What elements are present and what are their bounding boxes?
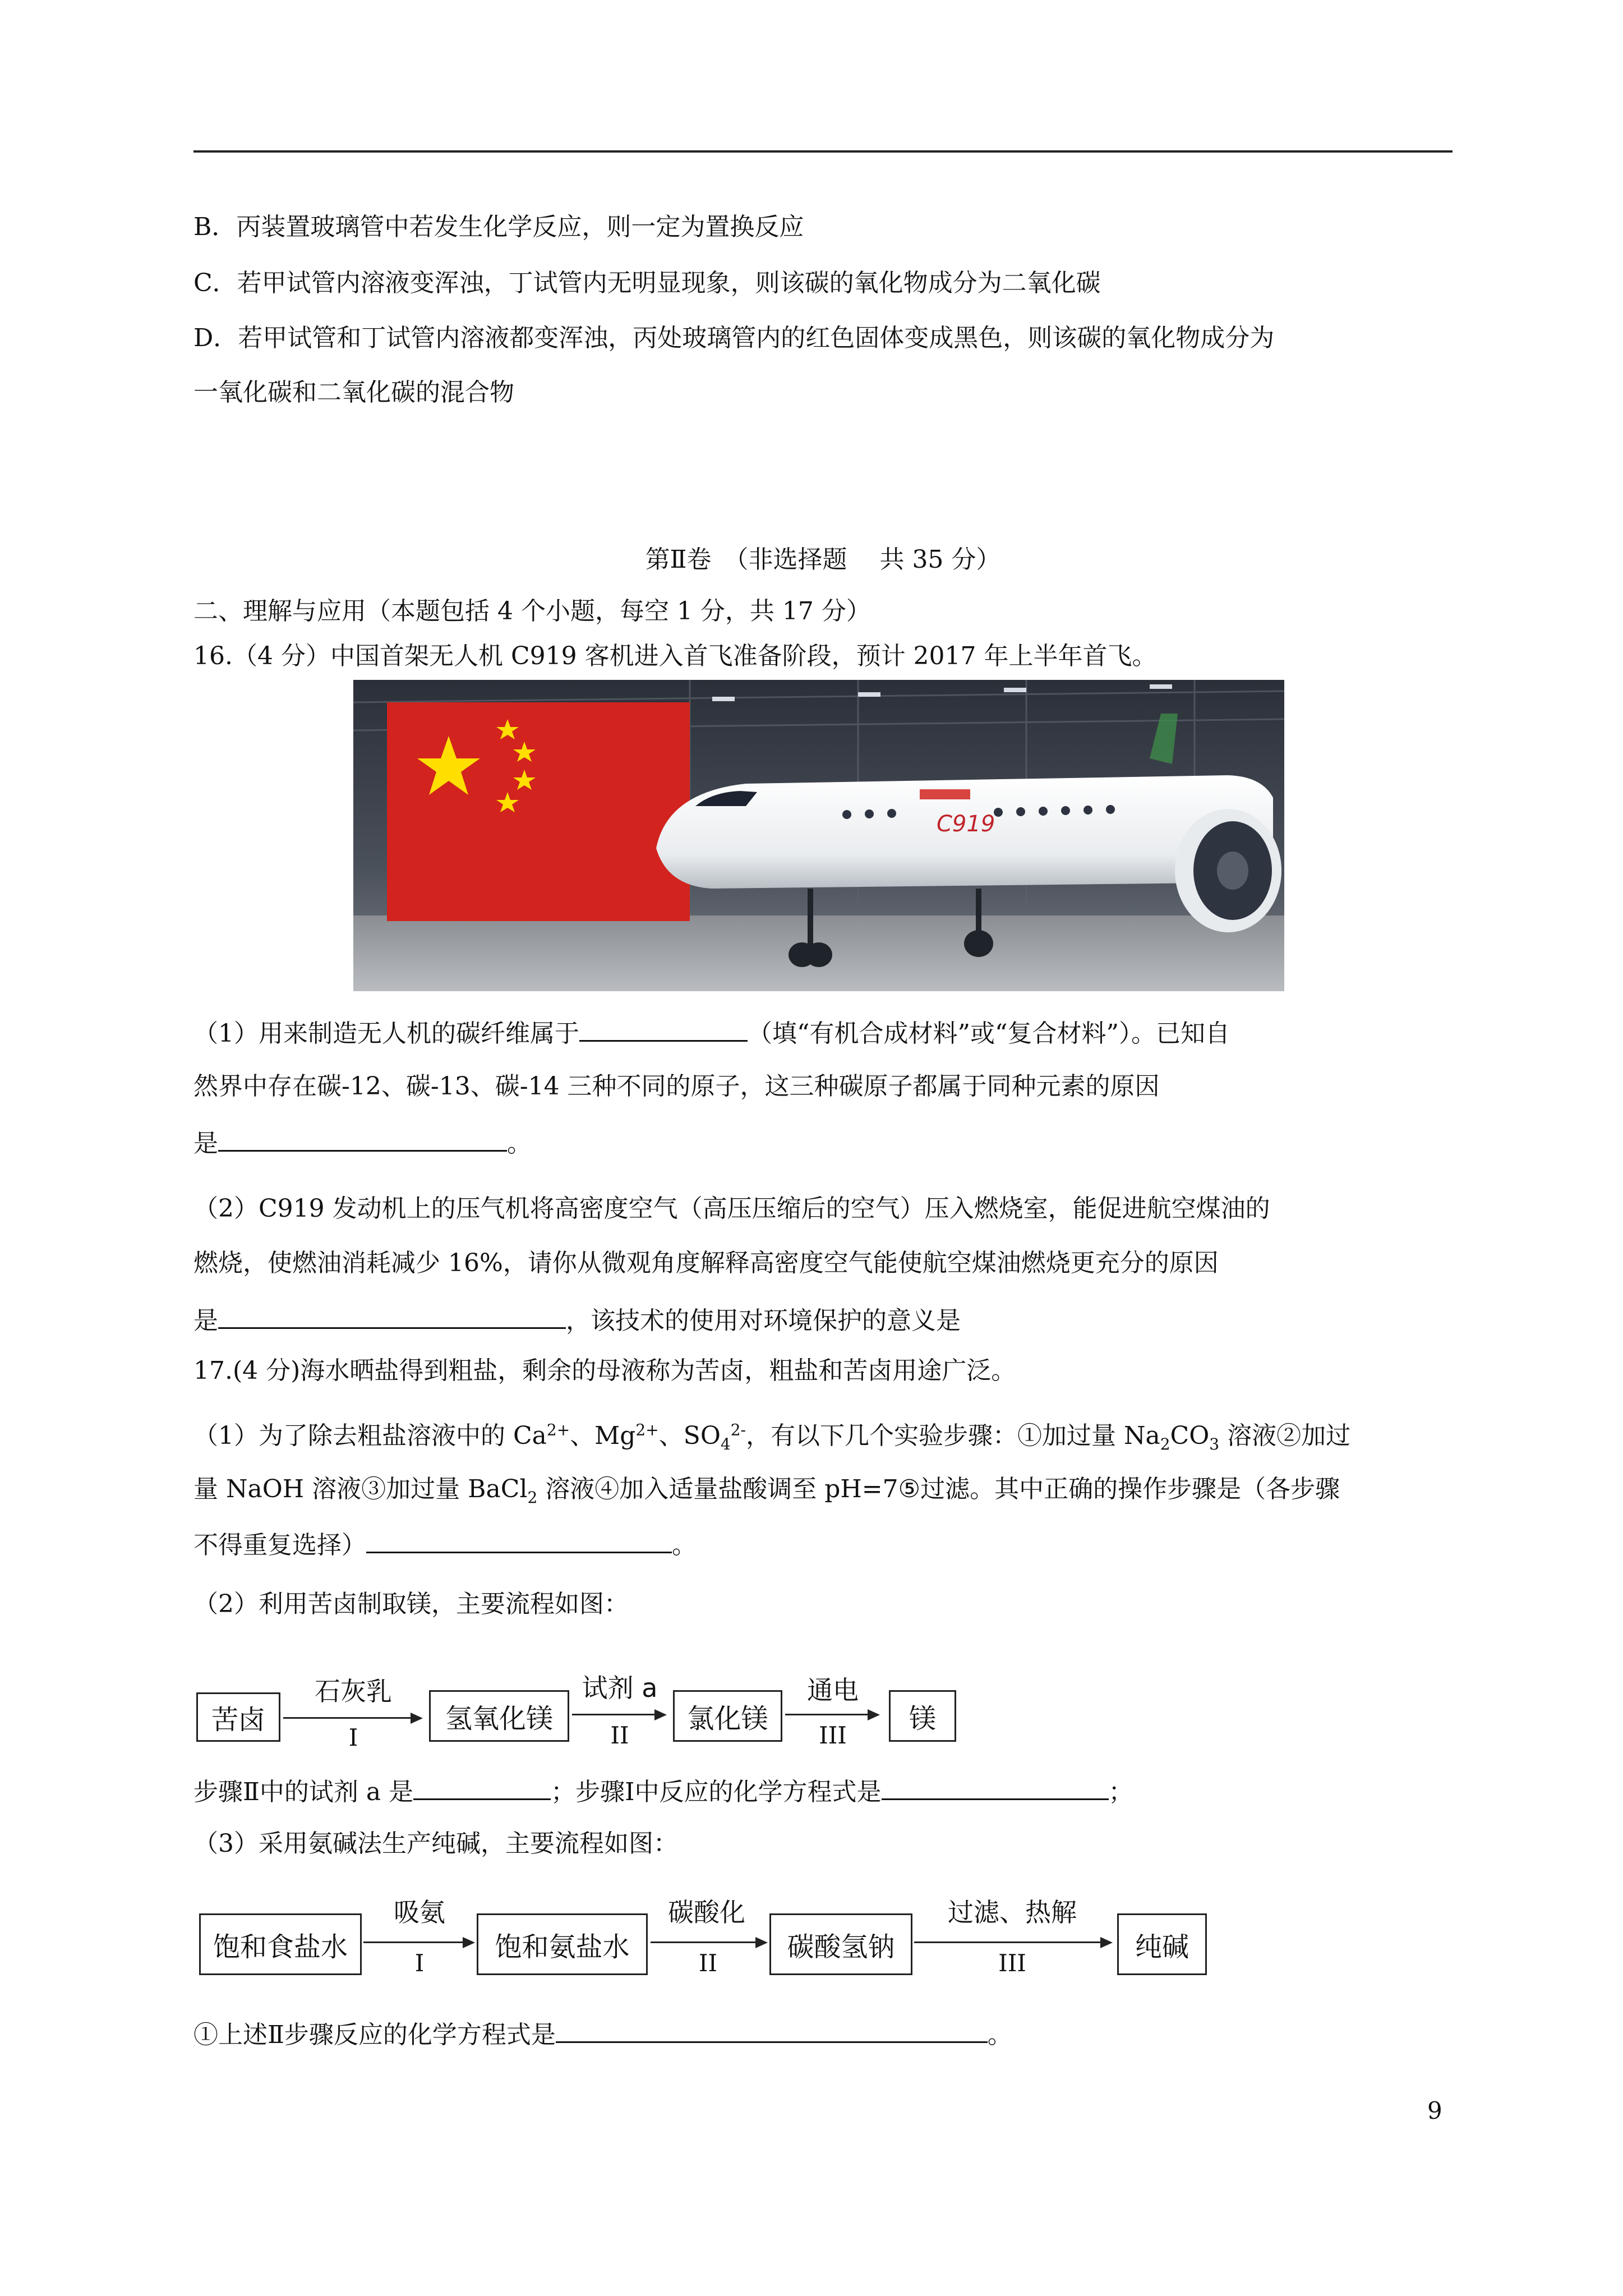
option-d-line2: 一氧化碳和二氧化碳的混合物 <box>193 378 514 407</box>
q17-blank-2[interactable] <box>413 1773 551 1800</box>
q17-p1-line2 <box>193 1473 1453 1506</box>
q17-p2-intro: （2）利用苦卤制取镁，主要流程如图： <box>193 1590 629 1618</box>
flow2-box-3: 碳酸氢钠 <box>769 1913 912 1975</box>
q17-p2-question <box>193 1773 1453 1809</box>
q17-p1-h: 溶液④加入适量盐酸调至 pH=7⑤过滤。其中正确的操作步骤是（各步骤 <box>537 1475 1340 1503</box>
q16-p1-text-d: 是 <box>193 1129 218 1158</box>
q17-p3-q-b: 。 <box>987 2021 1012 2049</box>
q17-p1-d: ，有以下几个实验步骤：①加过量 Na <box>746 1421 1160 1450</box>
q17-p3-q-a: ①上述Ⅱ步骤反应的化学方程式是 <box>193 2021 556 2049</box>
q17-blank-4[interactable] <box>556 2016 988 2043</box>
flow2-box-1: 饱和食盐水 <box>199 1913 362 1975</box>
plane-registration-text: C919 <box>937 811 995 837</box>
flow1-box-4: 镁 <box>889 1690 956 1742</box>
q17-p1-i: 不得重复选择） <box>193 1531 366 1559</box>
so4-subscript: 4 <box>720 1434 731 1453</box>
q17-p2-q-c: ； <box>1108 1778 1133 1806</box>
flow1-box-2: 氢氧化镁 <box>429 1690 569 1742</box>
q17-stem: 17.(4 分)海水晒盐得到粗盐，剩余的母液称为苦卤，粗盐和苦卤用途广泛。 <box>193 1356 1016 1385</box>
c919-photo <box>353 680 1284 991</box>
q17-p1-b: 、Mg <box>570 1421 636 1450</box>
flow1-arrow-2 <box>572 1714 665 1715</box>
mg-charge: 2+ <box>635 1420 659 1439</box>
flow1-step-3: III <box>819 1722 847 1749</box>
q17-p1-e: CO <box>1170 1421 1210 1450</box>
flow2-label-3: 过滤、热解 <box>948 1897 1077 1927</box>
q16-blank-3[interactable] <box>218 1301 566 1329</box>
q17-p1-line3 <box>193 1526 1453 1562</box>
flow1-box-3: 氯化镁 <box>673 1690 782 1742</box>
flow1-arrow-3 <box>785 1714 878 1715</box>
flow2-step-1: I <box>414 1949 425 1977</box>
flow1-step-2: II <box>610 1722 629 1749</box>
q16-blank-1[interactable] <box>579 1014 748 1042</box>
q17-p2-q-b: ；步骤Ⅰ中反应的化学方程式是 <box>551 1778 882 1806</box>
q16-blank-2[interactable] <box>218 1124 507 1152</box>
q17-p3-question <box>193 2016 1453 2052</box>
flow1-step-1: I <box>348 1724 358 1751</box>
q16-p2-text-d: ，该技术的使用对环境保护的意义是 <box>566 1306 961 1335</box>
q16-p1-line3 <box>193 1124 1453 1161</box>
flow2-arrow-2 <box>651 1941 766 1943</box>
flow2-arrow-1 <box>363 1941 473 1943</box>
q17-p1-g: 量 NaOH 溶液③加过量 BaCl <box>193 1475 528 1503</box>
q16-p1-text-a: （1）用来制造无人机的碳纤维属于 <box>193 1019 579 1048</box>
q16-p1-text-e: 。 <box>507 1129 532 1158</box>
q16-stem: 16.（4 分）中国首架无人机 C919 客机进入首飞准备阶段，预计 2017 年上半年首飞。 <box>193 642 1157 670</box>
ca-charge: 2+ <box>546 1420 570 1439</box>
q17-blank-1[interactable] <box>366 1526 672 1553</box>
flow1-arrow-1 <box>283 1717 421 1719</box>
flow2-box-2: 饱和氨盐水 <box>477 1913 648 1975</box>
option-c: C．若甲试管内溶液变浑浊，丁试管内无明显现象，则该碳的氧化物成分为二氧化碳 <box>193 269 1101 297</box>
q16-p2-line3 <box>193 1301 1453 1338</box>
q17-p1-j: 。 <box>672 1531 697 1559</box>
flow2-label-2: 碳酸化 <box>668 1897 745 1927</box>
q16-p2-line2: 燃烧，使燃油消耗减少 16%，请你从微观角度解释高密度空气能使航空煤油燃烧更充分的原因 <box>193 1249 1219 1277</box>
q17-p3-intro: （3）采用氨碱法生产纯碱，主要流程如图： <box>193 1829 678 1858</box>
flow1-label-3: 通电 <box>807 1675 859 1705</box>
flag <box>387 702 690 921</box>
co3-subscript: 3 <box>1209 1434 1220 1453</box>
flow2-label-1: 吸氨 <box>394 1897 445 1927</box>
flow2-step-2: II <box>698 1949 718 1977</box>
flow1-box-1: 苦卤 <box>196 1692 280 1742</box>
q16-p1-text-b: （填“有机合成材料”或“复合材料”）。已知自 <box>748 1019 1230 1048</box>
flow2-step-3: III <box>998 1949 1026 1977</box>
so4-charge: 2- <box>730 1420 746 1439</box>
option-d-line1: D．若甲试管和丁试管内溶液都变浑浊，丙处玻璃管内的红色固体变成黑色，则该碳的氧化物成分为 <box>193 324 1275 352</box>
section-title: 第Ⅱ卷 （非选择题 共 35 分） <box>645 545 1001 574</box>
c919-photo-illustration <box>353 680 1284 991</box>
q16-p1-line1 <box>193 1014 1453 1051</box>
q17-p1-a: （1）为了除去粗盐溶液中的 Ca <box>193 1421 547 1450</box>
page-number: 9 <box>1427 2097 1442 2124</box>
q17-blank-3[interactable] <box>882 1773 1109 1800</box>
q17-p1-c: 、SO <box>658 1421 721 1450</box>
q16-p2-line1: （2）C919 发动机上的压气机将高密度空气（高压压缩后的空气）压入燃烧室，能促进航空煤油的 <box>193 1194 1270 1223</box>
flow2-arrow-3 <box>914 1941 1110 1943</box>
q17-p1-line1 <box>193 1419 1453 1453</box>
q16-p2-text-c: 是 <box>193 1306 218 1335</box>
flow2-box-4: 纯碱 <box>1117 1913 1207 1975</box>
na2-subscript: 2 <box>1160 1434 1170 1453</box>
section-heading: 二、理解与应用（本题包括 4 个小题，每空 1 分，共 17 分） <box>193 597 871 625</box>
q16-p1-line2: 然界中存在碳-12、碳-13、碳-14 三种不同的原子，这三种碳原子都属于同种元素的原因 <box>193 1072 1160 1101</box>
q17-p1-f: 溶液②加过 <box>1219 1421 1351 1450</box>
flow1-label-2: 试剂 a <box>582 1673 658 1703</box>
bacl2-subscript: 2 <box>527 1488 538 1507</box>
flow1-label-1: 石灰乳 <box>315 1676 392 1706</box>
q17-p2-q-a: 步骤Ⅱ中的试剂 a 是 <box>193 1778 414 1806</box>
header-rule <box>193 150 1453 153</box>
option-b: B．丙装置玻璃管中若发生化学反应，则一定为置换反应 <box>193 213 804 241</box>
